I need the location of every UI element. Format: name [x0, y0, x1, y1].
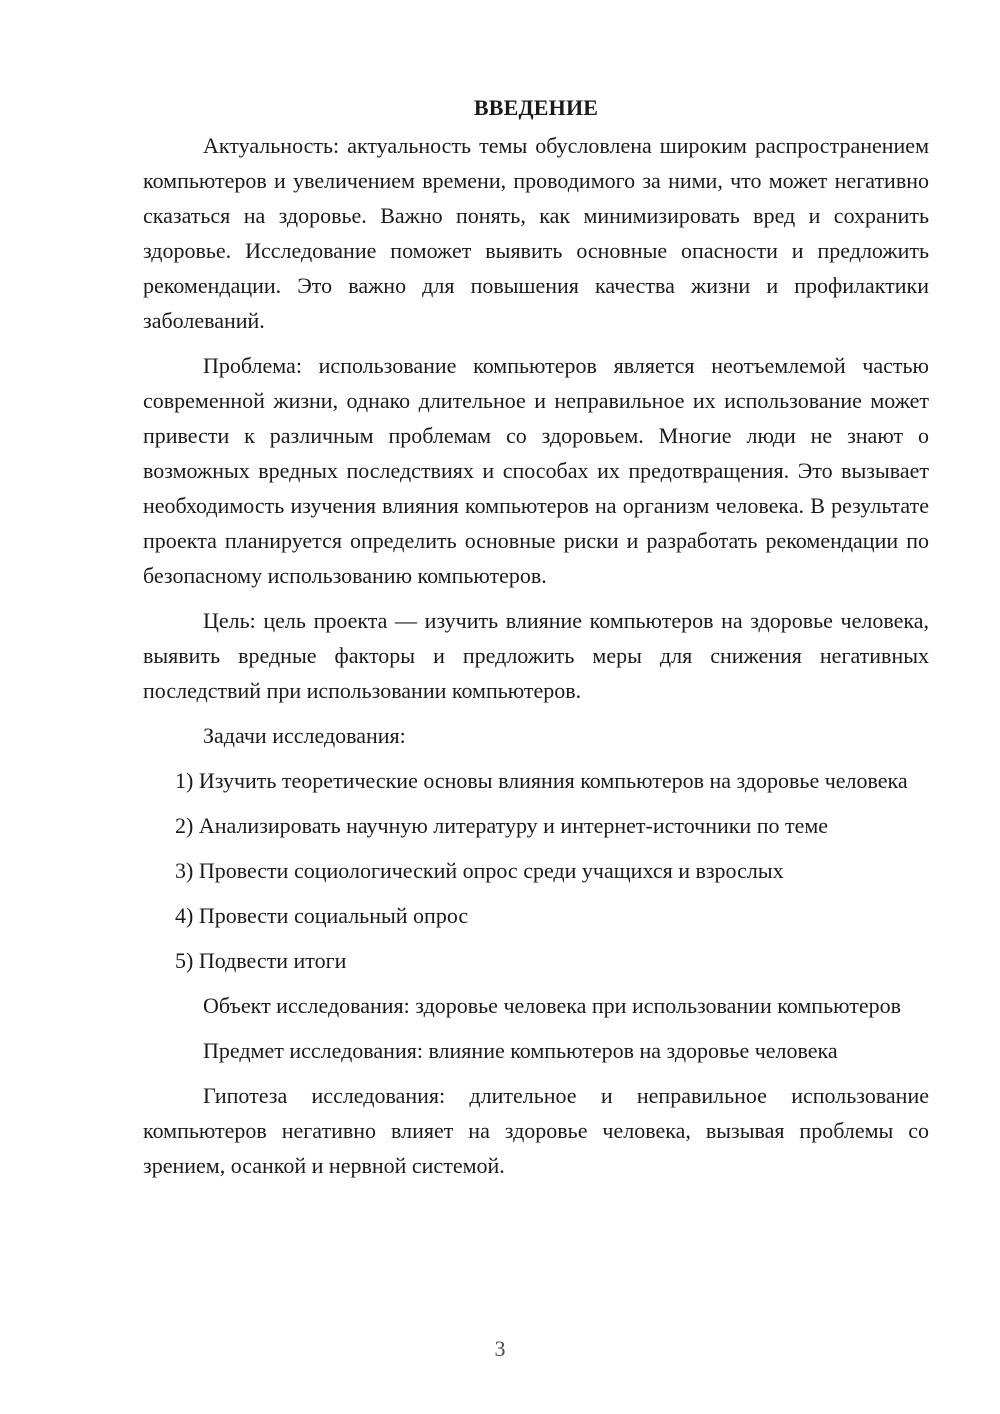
task-item-5: 5) Подвести итоги — [175, 948, 347, 973]
paragraph-relevance: Актуальность: актуальность темы обусловлена широким распространением компьютеров и увеличением времени, проводимого за ними, что может негативно сказаться на здоровье. Важно понять, как минимизировать вред и сохранить здоровье. Исследование поможет выявить основные опасности и предложить рекомендации. Это важно для повышения качества жизни и профилактики заболеваний. — [143, 133, 929, 333]
section-heading: ВВЕДЕНИЕ — [473, 95, 599, 120]
page-number: 3 — [494, 1336, 506, 1361]
document-page — [143, 90, 929, 1193]
task-item-3: 3) Провести социологический опрос среди учащихся и взрослых — [175, 858, 784, 883]
paragraph-subject: Предмет исследования: влияние компьютеров на здоровье человека — [203, 1038, 838, 1063]
paragraph-object: Объект исследования: здоровье человека при использовании компьютеров — [203, 993, 902, 1018]
paragraph-goal: Цель: цель проекта — изучить влияние компьютеров на здоровье человека, выявить вредные факторы и предложить меры для снижения негативных последствий при использовании компьютеров. — [143, 608, 929, 703]
paragraph-problem: Проблема: использование компьютеров является неотъемлемой частью современной жизни, однако длительное и неправильное их использование может привести к различным проблемам со здоровьем. Многие люди не знают о возможных вредных последствиях и способах их предотвращения. Это вызывает необходимость изучения влияния компьютеров на организм человека. В результате проекта планируется определить основные риски и разработать рекомендации по безопасному использованию компьютеров. — [143, 353, 929, 588]
task-item-4: 4) Провести социальный опрос — [175, 903, 469, 928]
task-item-1: 1) Изучить теоретические основы влияния компьютеров на здоровье человека — [175, 768, 908, 793]
tasks-title: Задачи исследования: — [203, 723, 406, 748]
task-item-2: 2) Анализировать научную литературу и интернет-источники по теме — [175, 813, 829, 838]
paragraph-hypothesis: Гипотеза исследования: длительное и неправильное использование компьютеров негативно влияет на здоровье человека, вызывая проблемы со зрением, осанкой и нервной системой. — [143, 1083, 929, 1178]
